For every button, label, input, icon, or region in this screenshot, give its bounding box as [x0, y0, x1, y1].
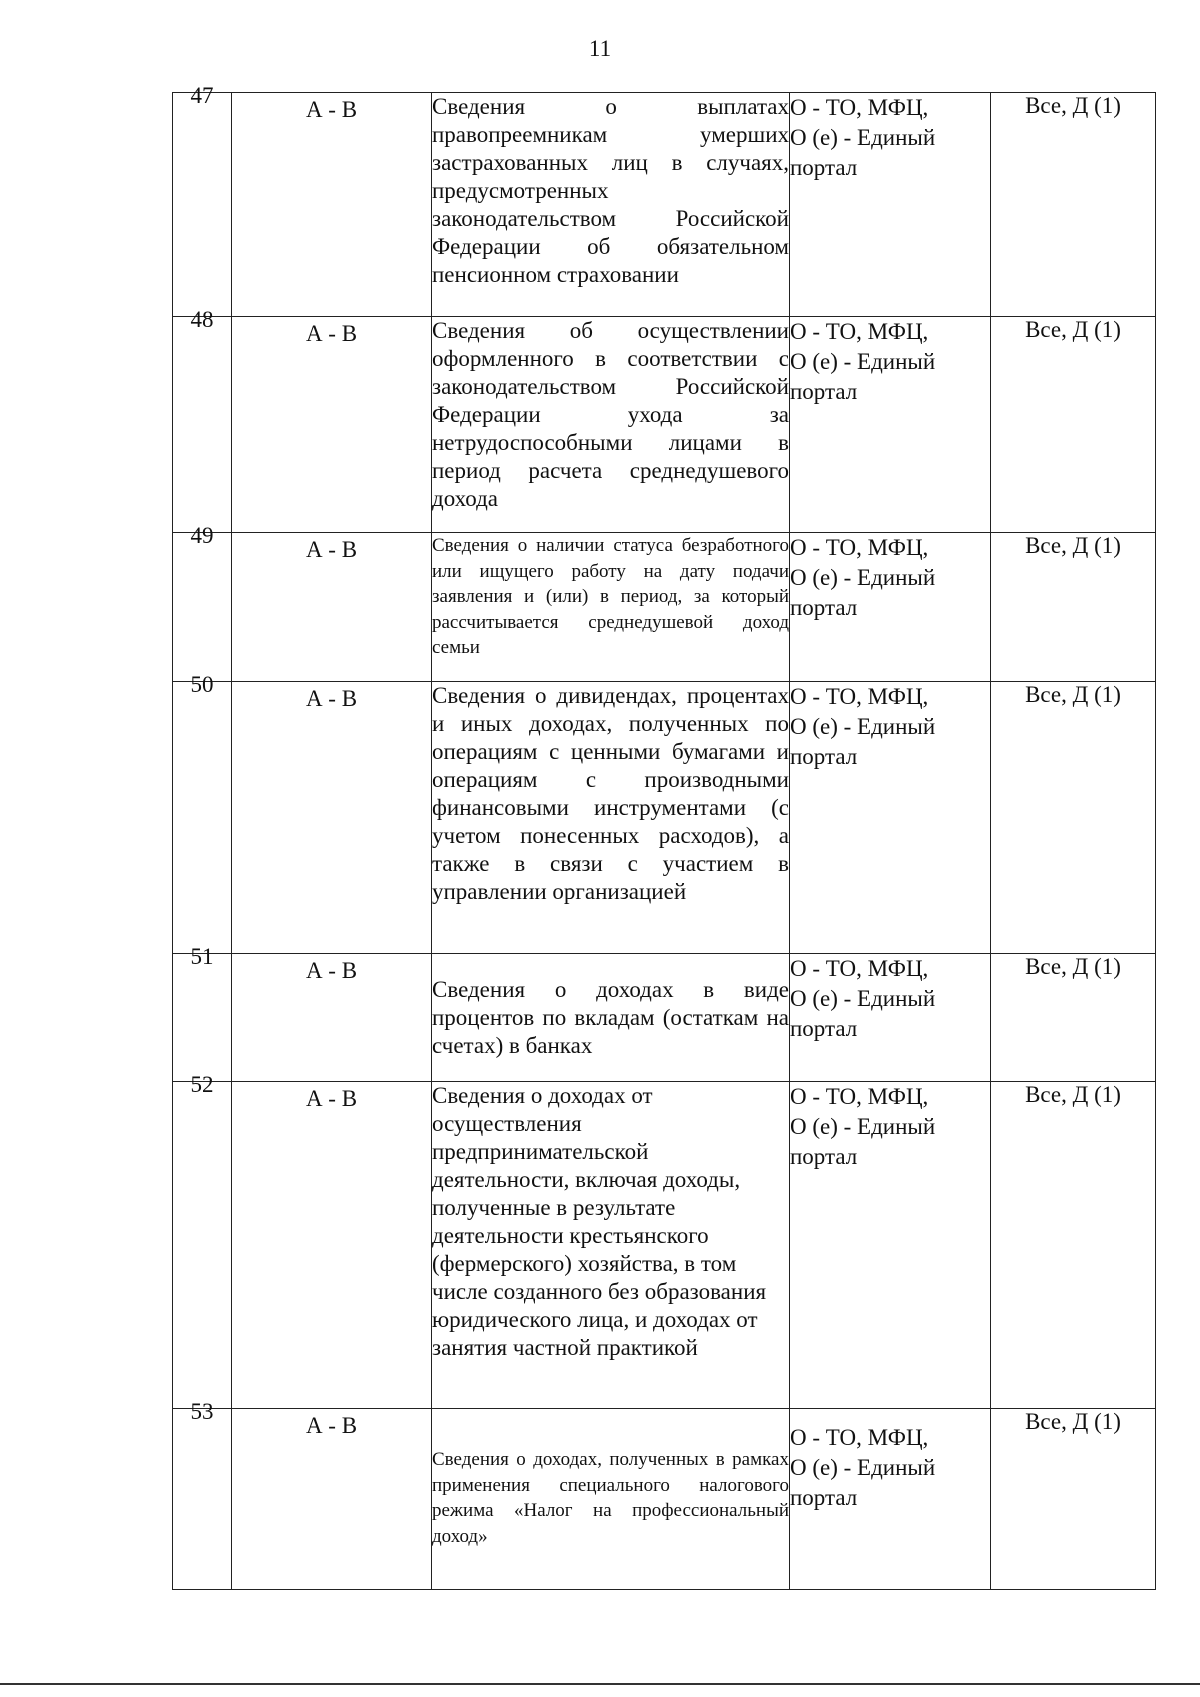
- row-source: О - ТО, МФЦ, О (е) - Единый портал: [790, 682, 991, 954]
- table-row: [173, 1409, 1156, 1590]
- row-number: 51: [173, 954, 232, 1082]
- row-applies: Все, Д (1): [991, 682, 1156, 954]
- row-description: Сведения о выплатах правопреемникам умерших застрахованных лиц в случаях, предусмотренных законодательством Российской Федерации об обязательном пенсионном страховании: [432, 93, 790, 317]
- row-source: О - ТО, МФЦ, О (е) - Единый портал: [790, 954, 991, 1082]
- page-number: 11: [588, 36, 612, 61]
- row-code: А - В: [232, 1082, 432, 1409]
- row-number: 48: [173, 317, 232, 533]
- table-row: [173, 533, 1156, 682]
- row-number: 50: [173, 682, 232, 954]
- row-number: 53: [173, 1409, 232, 1590]
- row-code: А - В: [232, 533, 432, 682]
- row-description: Сведения о доходах от осуществления предпринимательской деятельности, включая доходы, полученные в результате деятельности крестьянского (фермерского) хозяйства, в том числе созданного без образования юридического лица, и доходах от занятия частной практикой: [432, 1082, 790, 1409]
- row-applies: Все, Д (1): [991, 317, 1156, 533]
- row-applies: Все, Д (1): [991, 1409, 1156, 1590]
- bottom-rule: [0, 1683, 1200, 1685]
- row-number: 52: [173, 1082, 232, 1409]
- table-row: [173, 317, 1156, 533]
- row-code: А - В: [232, 1409, 432, 1590]
- row-number: 49: [173, 533, 232, 682]
- table-row: [173, 954, 1156, 1082]
- table-row: [173, 682, 1156, 954]
- row-applies: Все, Д (1): [991, 93, 1156, 317]
- row-code: А - В: [232, 93, 432, 317]
- row-code: А - В: [232, 954, 432, 1082]
- table-row: [173, 1082, 1156, 1409]
- row-source: О - ТО, МФЦ, О (е) - Единый портал: [790, 533, 991, 682]
- row-description: Сведения о доходах, полученных в рамках применения специального налогового режима «Налог на профессиональный доход»: [432, 1409, 790, 1590]
- row-description: Сведения о наличии статуса безработного или ищущего работу на дату подачи заявления и (или) в период, за который рассчитывается среднедушевой доход семьи: [432, 533, 790, 682]
- row-source: О - ТО, МФЦ, О (е) - Единый портал: [790, 93, 991, 317]
- row-applies: Все, Д (1): [991, 1082, 1156, 1409]
- row-source: О - ТО, МФЦ, О (е) - Единый портал: [790, 1082, 991, 1409]
- table-row: [173, 93, 1156, 317]
- row-code: А - В: [232, 682, 432, 954]
- row-applies: Все, Д (1): [991, 533, 1156, 682]
- row-code: А - В: [232, 317, 432, 533]
- row-description: Сведения о дивидендах, процентах и иных доходах, полученных по операциям с ценными бумагами и операциям с производными финансовыми инструментами (с учетом понесенных расходов), а также в связи с участием в управлении организацией: [432, 682, 790, 954]
- row-number: 47: [173, 93, 232, 317]
- services-table: [172, 83, 1156, 1590]
- row-description: Сведения об осуществлении оформленного в соответствии с законодательством Российской Федерации ухода за нетрудоспособными лицами в период расчета среднедушевого дохода: [432, 317, 790, 533]
- row-source: О - ТО, МФЦ, О (е) - Единый портал: [790, 317, 991, 533]
- row-source: О - ТО, МФЦ, О (е) - Единый портал: [790, 1409, 991, 1590]
- row-applies: Все, Д (1): [991, 954, 1156, 1082]
- row-description: Сведения о доходах в виде процентов по вкладам (остаткам на счетах) в банках: [432, 954, 790, 1082]
